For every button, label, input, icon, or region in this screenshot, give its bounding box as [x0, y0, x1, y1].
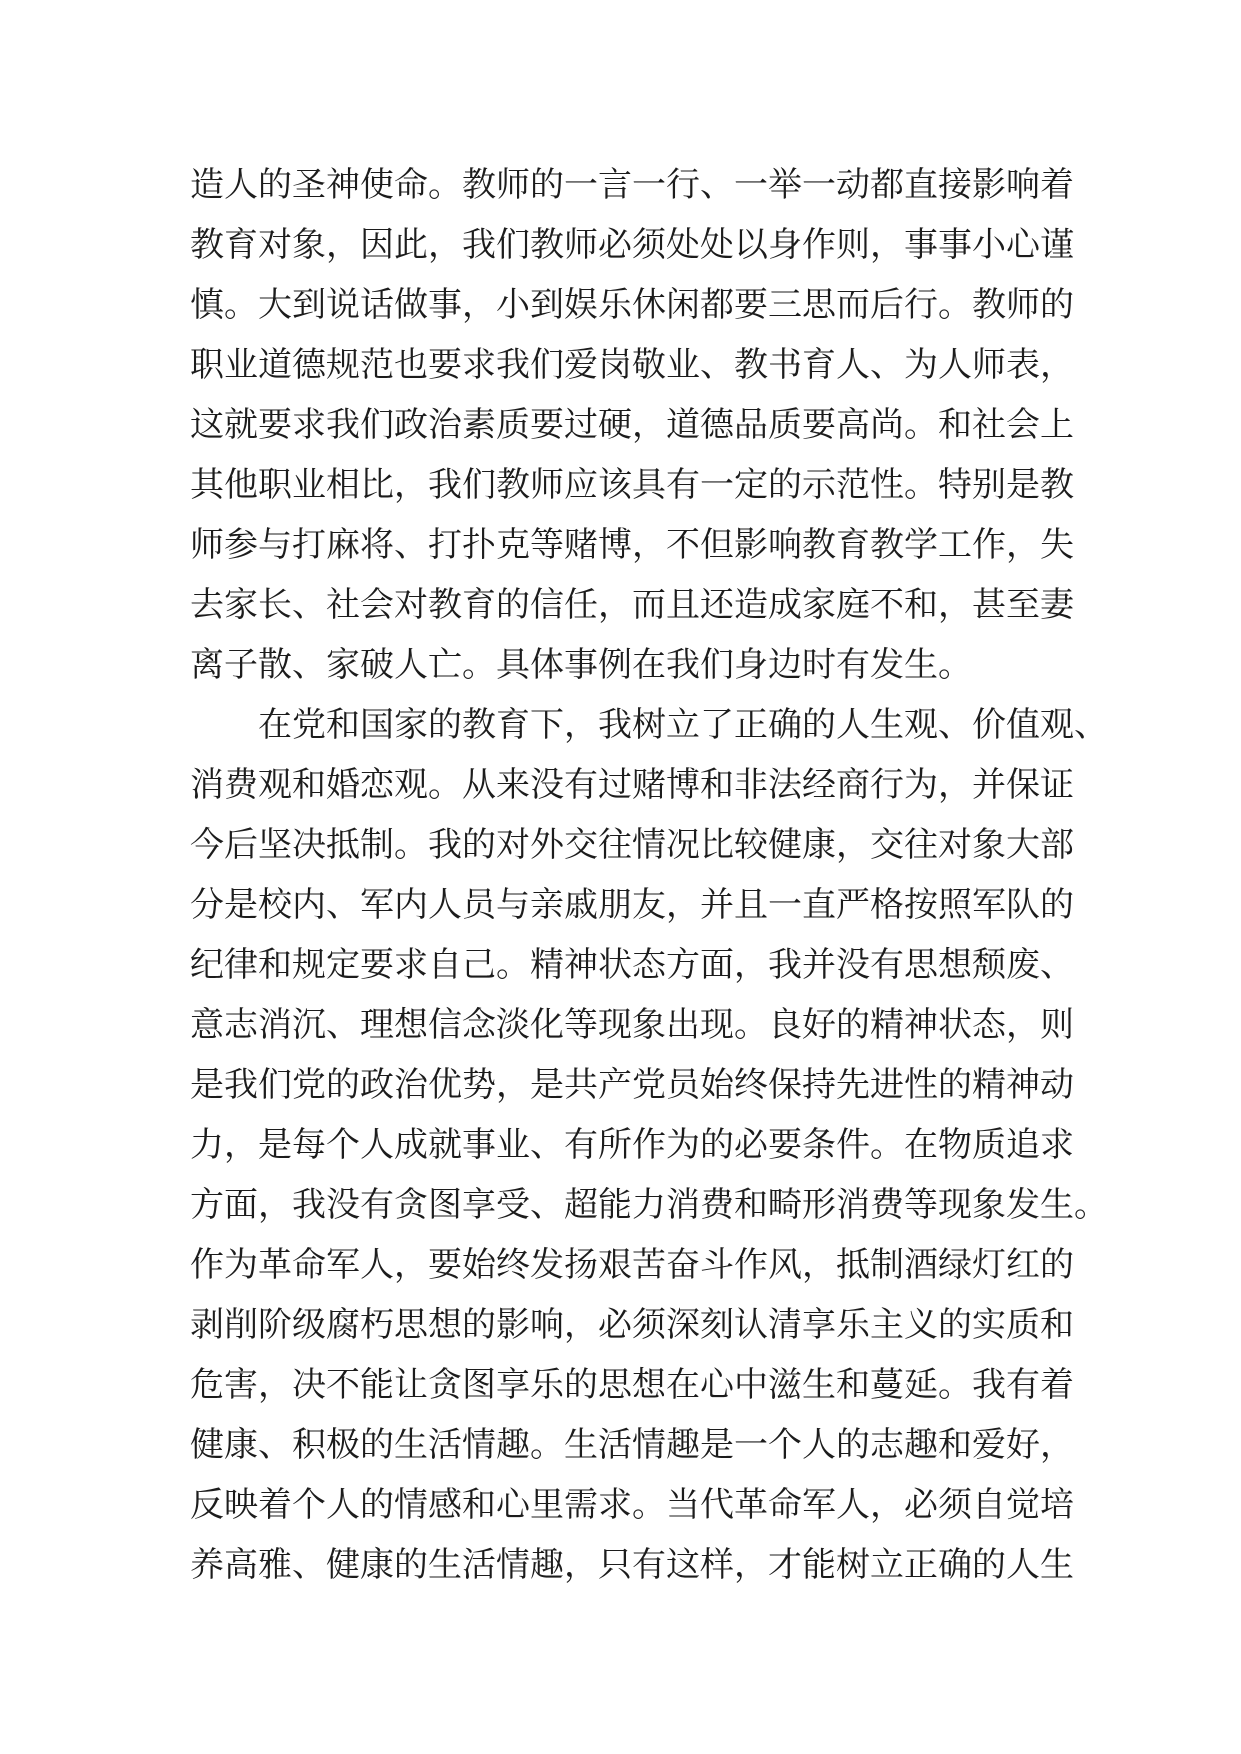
paragraph-1: [190, 155, 1074, 695]
text-line: 纪律和规定要求自己。精神状态方面，我并没有思想颓废、: [190, 945, 1074, 985]
text-line: 今后坚决抵制。我的对外交往情况比较健康，交往对象大部: [190, 825, 1074, 865]
text-line: 这就要求我们政治素质要过硬，道德品质要高尚。和社会上: [190, 405, 1074, 445]
text-line: 教育对象，因此，我们教师必须处处以身作则，事事小心谨: [190, 225, 1074, 265]
text-line: 离子散、家破人亡。具体事例在我们身边时有发生。: [190, 645, 972, 685]
text-line: 是我们党的政治优势，是共产党员始终保持先进性的精神动: [190, 1065, 1074, 1105]
body-text: [190, 155, 1108, 1595]
text-line: 剥削阶级腐朽思想的影响，必须深刻认清享乐主义的实质和: [190, 1305, 1074, 1345]
text-line: 意志消沉、理想信念淡化等现象出现。良好的精神状态，则: [190, 1005, 1074, 1045]
text-line: 去家长、社会对教育的信任，而且还造成家庭不和，甚至妻: [190, 585, 1074, 625]
text-line: 健康、积极的生活情趣。生活情趣是一个人的志趣和爱好，: [190, 1425, 1074, 1465]
text-line: 反映着个人的情感和心里需求。当代革命军人，必须自觉培: [190, 1485, 1074, 1525]
text-line: 分是校内、军内人员与亲戚朋友，并且一直严格按照军队的: [190, 885, 1074, 925]
text-line: 在党和国家的教育下，我树立了正确的人生观、价值观、: [258, 705, 1108, 745]
text-line: 危害，决不能让贪图享乐的思想在心中滋生和蔓延。我有着: [190, 1365, 1074, 1405]
text-line: 力，是每个人成就事业、有所作为的必要条件。在物质追求: [190, 1125, 1074, 1165]
text-line: 作为革命军人，要始终发扬艰苦奋斗作风，抵制酒绿灯红的: [190, 1245, 1074, 1285]
text-line: 方面，我没有贪图享受、超能力消费和畸形消费等现象发生。: [190, 1185, 1108, 1225]
text-line: 造人的圣神使命。教师的一言一行、一举一动都直接影响着: [190, 165, 1074, 205]
paragraph-2: [190, 695, 1108, 1595]
text-line: 师参与打麻将、打扑克等赌博，不但影响教育教学工作，失: [190, 525, 1074, 565]
text-line: 职业道德规范也要求我们爱岗敬业、教书育人、为人师表，: [190, 345, 1074, 385]
text-line: 养高雅、健康的生活情趣，只有这样，才能树立正确的人生: [190, 1545, 1074, 1585]
text-line: 慎。大到说话做事，小到娱乐休闲都要三思而后行。教师的: [190, 285, 1074, 325]
text-line: 其他职业相比，我们教师应该具有一定的示范性。特别是教: [190, 465, 1074, 505]
text-line: 消费观和婚恋观。从来没有过赌博和非法经商行为，并保证: [190, 765, 1074, 805]
